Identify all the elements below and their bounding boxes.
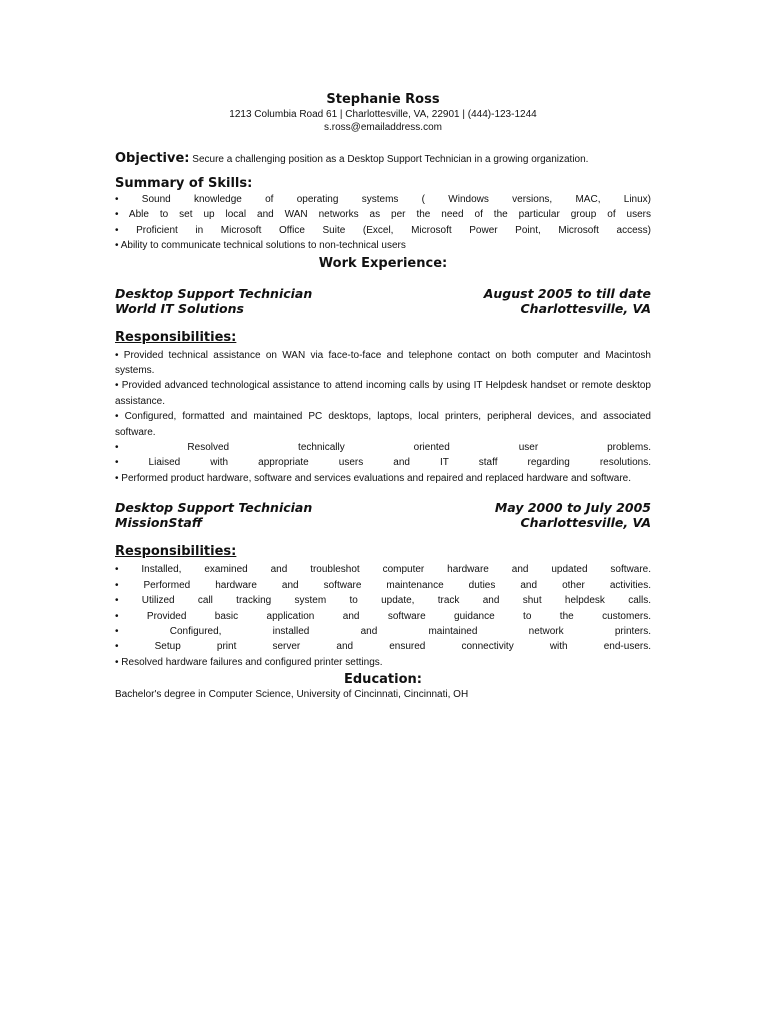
skills-heading: Summary of Skills:	[115, 176, 253, 191]
responsibilities-list	[115, 562, 651, 670]
responsibilities-list	[115, 348, 651, 487]
job-dates: August 2005 to till date	[483, 285, 651, 301]
contact-email: s.ross@emailaddress.com	[324, 122, 442, 133]
job-location: Charlottesville, VA	[520, 300, 651, 316]
responsibilities-heading: Responsibilities:	[115, 544, 237, 560]
responsibility-item: • Resolved technically oriented user problems.	[115, 442, 651, 454]
objective-text: Secure a challenging position as a Desktop Support Technician in a growing organization.	[189, 154, 589, 165]
job-dates: May 2000 to July 2005	[494, 500, 651, 516]
skill-item: • Sound knowledge of operating systems ( Windows versions, MAC, Linux)	[115, 194, 651, 205]
skills-list	[115, 192, 651, 254]
responsibility-item: • Performed product hardware, software and services evaluations and repaired and replaced hardware and software.	[115, 472, 632, 484]
responsibility-item: • Resolved hardware failures and configured printer settings.	[115, 656, 383, 668]
job-company: World IT Solutions	[115, 300, 244, 316]
objective-section	[115, 152, 651, 167]
job-title: Desktop Support Technician	[115, 500, 313, 516]
education-text: Bachelor's degree in Computer Science, University of Cincinnati, Cincinnati, OH	[115, 689, 469, 701]
responsibility-item: • Configured, installed and maintained network printers.	[115, 625, 651, 637]
skill-item: • Able to set up local and WAN networks as per the need of the particular group of users	[115, 209, 651, 221]
work-experience-heading: Work Experience:	[318, 255, 448, 271]
responsibility-item: • Provided advanced technological assistance to attend incoming calls by using IT Helpdesk handset or remote desktop assistance.	[115, 380, 651, 407]
job-entry	[115, 286, 651, 316]
job-title: Desktop Support Technician	[115, 285, 313, 301]
job-title-row	[115, 286, 651, 301]
responsibility-item: • Performed hardware and software maintenance duties and other activities.	[115, 579, 651, 591]
responsibility-item: • Configured, formatted and maintained PC desktops, laptops, local printers, peripheral devices, and associated software.	[115, 411, 651, 438]
job-company: MissionStaff	[115, 515, 203, 531]
job-location: Charlottesville, VA	[520, 515, 651, 531]
responsibility-item: • Setup print server and ensured connectivity with end-users.	[115, 641, 651, 653]
contact-address: 1213 Columbia Road 61 | Charlottesville, VA, 22901 | (444)-123-1244	[229, 109, 537, 120]
objective-heading: Objective:	[115, 151, 190, 166]
job-entry	[115, 500, 651, 530]
skill-item: • Proficient in Microsoft Office Suite (Excel, Microsoft Power Point, Microsoft access)	[115, 224, 651, 236]
resume-content	[115, 92, 651, 701]
responsibility-item: • Utilized call tracking system to update, track and shut helpdesk calls.	[115, 595, 651, 607]
skill-item: • Ability to communicate technical solutions to non-technical users	[115, 240, 406, 252]
responsibility-item: • Liaised with appropriate users and IT staff regarding resolutions.	[115, 457, 651, 469]
responsibilities-heading: Responsibilities:	[115, 329, 237, 345]
job-company-row	[115, 515, 651, 530]
job-title-row	[115, 500, 651, 515]
responsibility-item: • Provided basic application and software guidance to the customers.	[115, 610, 651, 622]
job-company-row	[115, 301, 651, 316]
candidate-name: Stephanie Ross	[326, 92, 440, 107]
responsibility-item: • Provided technical assistance on WAN via face-to-face and telephone contact on both computer and Macintosh systems.	[115, 349, 651, 377]
education-heading: Education:	[344, 672, 422, 688]
responsibility-item: • Installed, examined and troubleshot computer hardware and updated software.	[115, 564, 651, 576]
